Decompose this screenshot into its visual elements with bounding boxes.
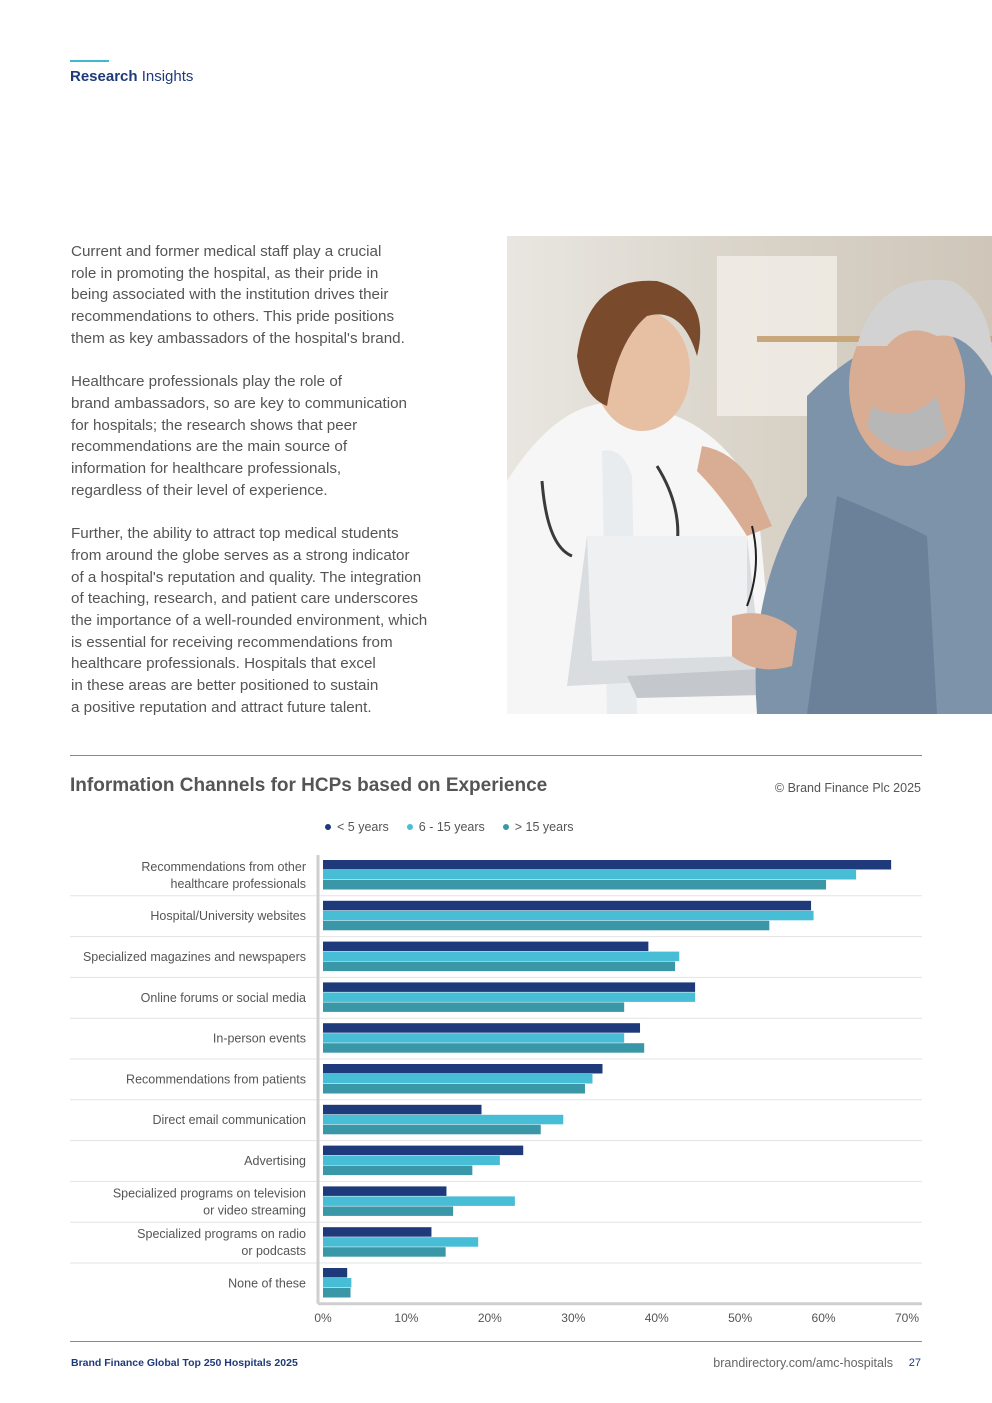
category-label: Hospital/University websites (150, 909, 306, 924)
bar-4-series-3 (323, 1002, 624, 1012)
category-label: Direct email communication (152, 1113, 306, 1128)
category-label: In-person events (212, 1031, 306, 1046)
bar-11-series-3 (323, 1288, 351, 1298)
footer-publication-title: Brand Finance Global Top 250 Hospitals 2025 (71, 1357, 298, 1369)
category-label: Recommendations from other (141, 859, 306, 874)
legend-item-under-5: < 5 years (325, 820, 389, 834)
bar-11-series-2 (323, 1278, 351, 1288)
bar-7-series-3 (323, 1125, 541, 1135)
bar-8-series-3 (323, 1166, 472, 1176)
bar-3-series-1 (323, 942, 648, 952)
legend-item-over-15: > 15 years (503, 820, 574, 834)
bar-10-series-2 (323, 1237, 478, 1247)
bar-10-series-1 (323, 1227, 431, 1237)
bar-6-series-3 (323, 1084, 585, 1094)
paragraph-2: Healthcare professionals play the role of brand ambassadors, so are key to communication for hospitals; the research shows that peer recommendations are the main source of information for healthcare professionals, regardless of their level of experience. (71, 373, 407, 499)
bar-4-series-1 (323, 982, 695, 992)
bar-8-series-1 (323, 1146, 523, 1156)
bar-7-series-2 (323, 1115, 563, 1125)
page-number: 27 (908, 1357, 921, 1369)
category-label: Advertising (244, 1154, 306, 1168)
category-label: or podcasts (241, 1244, 306, 1259)
category-label: Online forums or social media (140, 990, 306, 1005)
bar-5-series-3 (323, 1043, 644, 1053)
bar-5-series-1 (323, 1023, 640, 1032)
bar-2-series-1 (323, 901, 811, 911)
category-label: None of these (228, 1276, 306, 1291)
x-tick-label: 10% (394, 1310, 419, 1325)
copyright-note: © Brand Finance Plc 2025 (774, 781, 921, 795)
bar-2-series-2 (323, 911, 814, 921)
category-label: Recommendations from patients (126, 1072, 306, 1087)
category-label: Specialized programs on radio (137, 1227, 306, 1242)
x-tick-label: 60% (811, 1310, 836, 1325)
paragraph-3: Further, the ability to attract top medical students from around the globe serves as a strong indicator of a hospital's reputation and quality. The integration of teaching, research, and patient care underscores the importance of a well-rounded environment, which is essential for receiving recommendations from healthcare professionals. Hospitals that excel in these areas are better positioned to sustain a positive reputation and attract future talent. (71, 525, 428, 716)
x-tick-label: 30% (561, 1310, 586, 1325)
footer-url-link[interactable]: brandirectory.com/amc-hospitals (713, 1356, 893, 1370)
category-label: healthcare professionals (170, 876, 306, 891)
x-tick-label: 20% (477, 1310, 502, 1325)
x-tick-label: 0% (314, 1310, 332, 1325)
bar-9-series-1 (323, 1186, 446, 1196)
bar-11-series-1 (323, 1268, 347, 1278)
bar-1-series-3 (323, 880, 826, 890)
legend-item-6-15: 6 - 15 years (407, 820, 485, 834)
bar-10-series-3 (323, 1247, 446, 1257)
bar-9-series-2 (323, 1196, 515, 1206)
bar-1-series-2 (323, 870, 856, 880)
bar-2-series-3 (323, 921, 769, 931)
bar-3-series-2 (323, 952, 679, 962)
x-tick-label: 40% (644, 1310, 669, 1325)
x-tick-label: 50% (728, 1310, 753, 1325)
bar-3-series-3 (323, 962, 675, 972)
category-label: Specialized magazines and newspapers (82, 950, 306, 964)
category-label: or video streaming (203, 1203, 306, 1218)
paragraph-1: Current and former medical staff play a crucial role in promoting the hospital, as their pride in being associated with the institution drives their recommendations to others. This pride positions them as key ambassadors of the hospital's brand. (71, 243, 405, 347)
category-label: Specialized programs on television (112, 1186, 306, 1201)
chart-title: Information Channels for HCPs based on Experience (70, 775, 548, 796)
bar-6-series-2 (323, 1074, 592, 1084)
bar-6-series-1 (323, 1064, 602, 1074)
bar-7-series-1 (323, 1105, 482, 1115)
bar-8-series-2 (323, 1156, 500, 1166)
x-tick-label: 70% (894, 1310, 920, 1325)
section-title: Research Insights (70, 68, 194, 85)
bar-1-series-1 (323, 860, 891, 870)
footer-rule (70, 1341, 922, 1342)
bar-5-series-2 (323, 1033, 624, 1043)
bar-4-series-2 (323, 992, 695, 1002)
bar-9-series-3 (323, 1206, 453, 1216)
